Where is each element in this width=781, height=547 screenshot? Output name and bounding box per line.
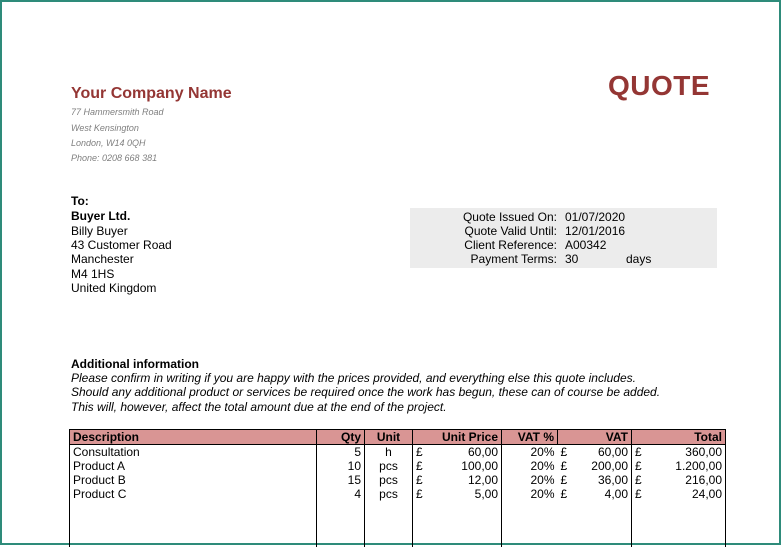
cell-total: 216,00 — [648, 473, 726, 487]
cell-total: 24,00 — [648, 487, 726, 501]
cell-vat-pct: 20% — [502, 459, 558, 473]
cell-unit-price: 100,00 — [461, 459, 498, 473]
quote-info-row — [410, 210, 717, 224]
cell-vat: 60,00 — [597, 445, 628, 459]
quote-info-row — [410, 252, 717, 266]
cell-total: 1.200,00 — [648, 459, 726, 473]
company-address-line: West Kensington — [71, 123, 139, 133]
cell-vat-pct: 20% — [502, 445, 558, 460]
col-header-total: Total — [632, 430, 726, 445]
quote-info-value: A00342 — [565, 238, 607, 252]
cell-currency: £ — [413, 459, 429, 473]
table-empty-row — [70, 501, 726, 547]
cell-currency: £ — [413, 445, 429, 460]
cell-description: Product A — [70, 459, 317, 473]
cell-description: Product B — [70, 473, 317, 487]
company-address-line: 77 Hammersmith Road — [71, 107, 164, 117]
recipient-line: United Kingdom — [71, 281, 157, 295]
recipient-line: 43 Customer Road — [71, 238, 172, 252]
table-header-row — [70, 430, 726, 445]
quote-info-value: 30 — [565, 252, 579, 266]
cell-vat: 36,00 — [597, 473, 628, 487]
cell-vat-pct: 20% — [502, 487, 558, 501]
table-row — [70, 473, 726, 487]
cell-currency: £ — [560, 445, 568, 459]
cell-unit-price: 12,00 — [467, 473, 498, 487]
quote-info-label: Quote Valid Until: — [464, 224, 557, 238]
cell-currency: £ — [632, 487, 648, 501]
cell-currency: £ — [632, 459, 648, 473]
cell-unit: pcs — [365, 473, 413, 487]
table-row — [70, 459, 726, 473]
company-name: Your Company Name — [71, 85, 232, 102]
recipient-line: M4 1HS — [71, 267, 115, 281]
quote-info-value: 12/01/2016 — [565, 224, 626, 238]
additional-info-line: This will, however, affect the total amount due at the end of the project. — [71, 400, 447, 414]
cell-unit: pcs — [365, 459, 413, 473]
recipient-line: Manchester — [71, 252, 134, 266]
recipient-company: Buyer Ltd. — [71, 209, 131, 223]
col-header-unit-price: Unit Price — [413, 430, 502, 445]
cell-qty: 5 — [317, 445, 365, 460]
quote-info-unit: days — [626, 252, 652, 266]
quote-info-label: Quote Issued On: — [462, 210, 557, 224]
table-row — [70, 487, 726, 501]
additional-info-line: Should any additional product or services be required once the work has begun, these can of course be added. — [71, 385, 661, 399]
cell-unit-price: 60,00 — [467, 445, 498, 459]
cell-description: Consultation — [70, 445, 317, 460]
quote-info-label: Payment Terms: — [470, 252, 557, 266]
col-header-vat-pct: VAT % — [502, 430, 558, 445]
col-header-vat: VAT — [558, 430, 632, 445]
cell-description: Product C — [70, 487, 317, 501]
recipient-line: Billy Buyer — [71, 224, 128, 238]
cell-unit-price: 5,00 — [474, 487, 498, 501]
cell-qty: 10 — [317, 459, 365, 473]
cell-currency: £ — [560, 473, 568, 487]
cell-currency: £ — [560, 459, 568, 473]
cell-unit: h — [365, 445, 413, 460]
cell-currency: £ — [560, 487, 568, 501]
items-table — [69, 429, 726, 547]
cell-vat-pct: 20% — [502, 473, 558, 487]
quote-info-box — [410, 208, 717, 268]
cell-vat: 4,00 — [604, 487, 628, 501]
col-header-unit: Unit — [365, 430, 413, 445]
additional-info-line: Please confirm in writing if you are happy with the prices provided, and everything else this quote includes. — [71, 371, 636, 385]
cell-qty: 15 — [317, 473, 365, 487]
cell-currency: £ — [413, 487, 429, 501]
company-address-line: London, W14 0QH — [71, 138, 146, 148]
cell-total: 360,00 — [648, 445, 726, 460]
cell-qty: 4 — [317, 487, 365, 501]
cell-vat: 200,00 — [591, 459, 628, 473]
quote-info-value: 01/07/2020 — [565, 210, 626, 224]
table-row — [70, 445, 726, 460]
col-header-qty: Qty — [317, 430, 365, 445]
cell-currency: £ — [632, 445, 648, 460]
cell-currency: £ — [632, 473, 648, 487]
col-header-description: Description — [70, 430, 317, 445]
quote-info-row — [410, 224, 717, 238]
document-title: QUOTE — [608, 70, 711, 101]
quote-info-label: Client Reference: — [464, 238, 557, 252]
company-phone: Phone: 0208 668 381 — [71, 153, 158, 163]
cell-currency: £ — [413, 473, 429, 487]
additional-info-title: Additional information — [71, 357, 199, 371]
quote-info-row — [410, 238, 717, 252]
cell-unit: pcs — [365, 487, 413, 501]
recipient-label: To: — [71, 194, 89, 208]
